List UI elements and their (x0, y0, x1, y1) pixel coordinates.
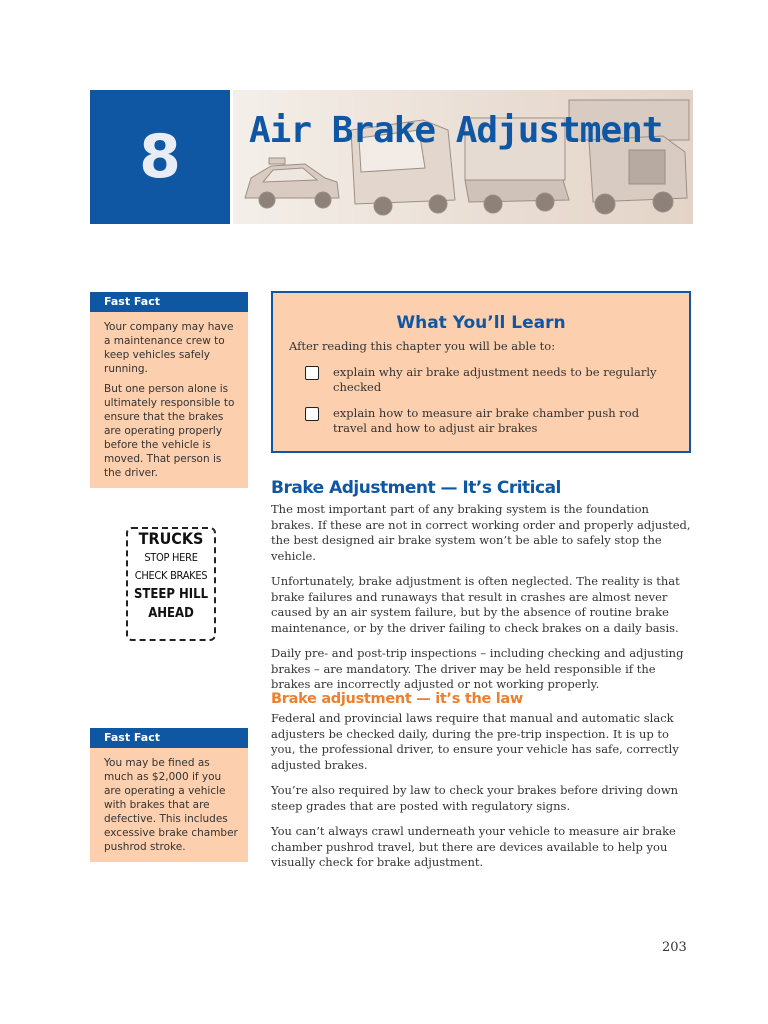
body-paragraph: Federal and provincial laws require that manual and automatic slack adjusters be checked daily, during the pre-trip inspection. It is up to you, the professional driver, to ensure your vehicle has safe, correctly adjusted brakes. (271, 711, 679, 772)
fast-fact-heading: Fast Fact (90, 292, 248, 312)
learning-objective-text: explain why air brake adjustment needs to be regularly checked (333, 365, 657, 394)
section-heading: Brake Adjustment — It’s Critical (271, 478, 561, 498)
sign-line: TRUCKS (138, 529, 204, 548)
trucks-warning-sign (126, 527, 216, 641)
chapter-number-box (90, 90, 230, 224)
fast-fact-paragraph: Your company may have a maintenance crew to keep vehicles safely running. (104, 321, 234, 375)
learning-objective-text: explain how to measure air brake chamber push rod travel and how to adjust air brakes (333, 406, 640, 435)
learning-objectives-title: What You’ll Learn (396, 313, 566, 333)
learning-objectives-intro: After reading this chapter you will be able to: (289, 339, 556, 353)
fast-fact-box-1 (90, 292, 248, 488)
checkbox-icon (305, 366, 319, 380)
body-paragraph: Daily pre- and post-trip inspections – including checking and adjusting brakes – are mandatory. The driver may be held responsible if the brakes are incorrectly adjusted or not working properly. (271, 646, 684, 691)
body-paragraph: Unfortunately, brake adjustment is often neglected. The reality is that brake failures and runaways that result in crashes are almost never caused by an air system failure, but by the absence of routine brake maintenance, or by the driver failing to check brakes on a daily basis. (271, 574, 680, 635)
fast-fact-paragraph: But one person alone is ultimately responsible to ensure that the brakes are operating properly before the vehicle is moved. That person is the driver. (104, 383, 235, 479)
section-law (271, 691, 693, 871)
sign-line: STOP HERE (144, 551, 198, 564)
body-paragraph: You can’t always crawl underneath your vehicle to measure air brake chamber pushrod travel, but there are devices available to help you visually check for brake adjustment. (271, 824, 676, 869)
subsection-heading: Brake adjustment — it’s the law (271, 691, 524, 707)
body-paragraph: You’re also required by law to check your brakes before driving down steep grades that are posted with regulatory signs. (271, 783, 679, 813)
chapter-number: 8 (139, 122, 181, 192)
chapter-title: Air Brake Adjustment (249, 110, 663, 151)
fast-fact-body (90, 312, 248, 488)
sign-line: AHEAD (148, 606, 194, 621)
learning-objectives-box (271, 291, 691, 453)
fast-fact-paragraph: You may be fined as much as $2,000 if you are operating a vehicle with brakes that are defective. This includes excessive brake chamber pushrod stroke. (104, 757, 238, 853)
chapter-banner (233, 90, 693, 224)
page-number: 203 (662, 940, 687, 955)
sign-line: CHECK BRAKES (134, 569, 208, 582)
checkbox-icon (305, 407, 319, 421)
fast-fact-body (90, 748, 248, 862)
fast-fact-box-2 (90, 728, 248, 862)
sign-line: STEEP HILL (133, 587, 209, 602)
body-paragraph: The most important part of any braking system is the foundation brakes. If these are not in correct working order and properly adjusted, the best designed air brake system won’t be able to safely stop the vehicle. (271, 502, 691, 563)
section-critical (271, 478, 693, 693)
fast-fact-heading: Fast Fact (90, 728, 248, 748)
